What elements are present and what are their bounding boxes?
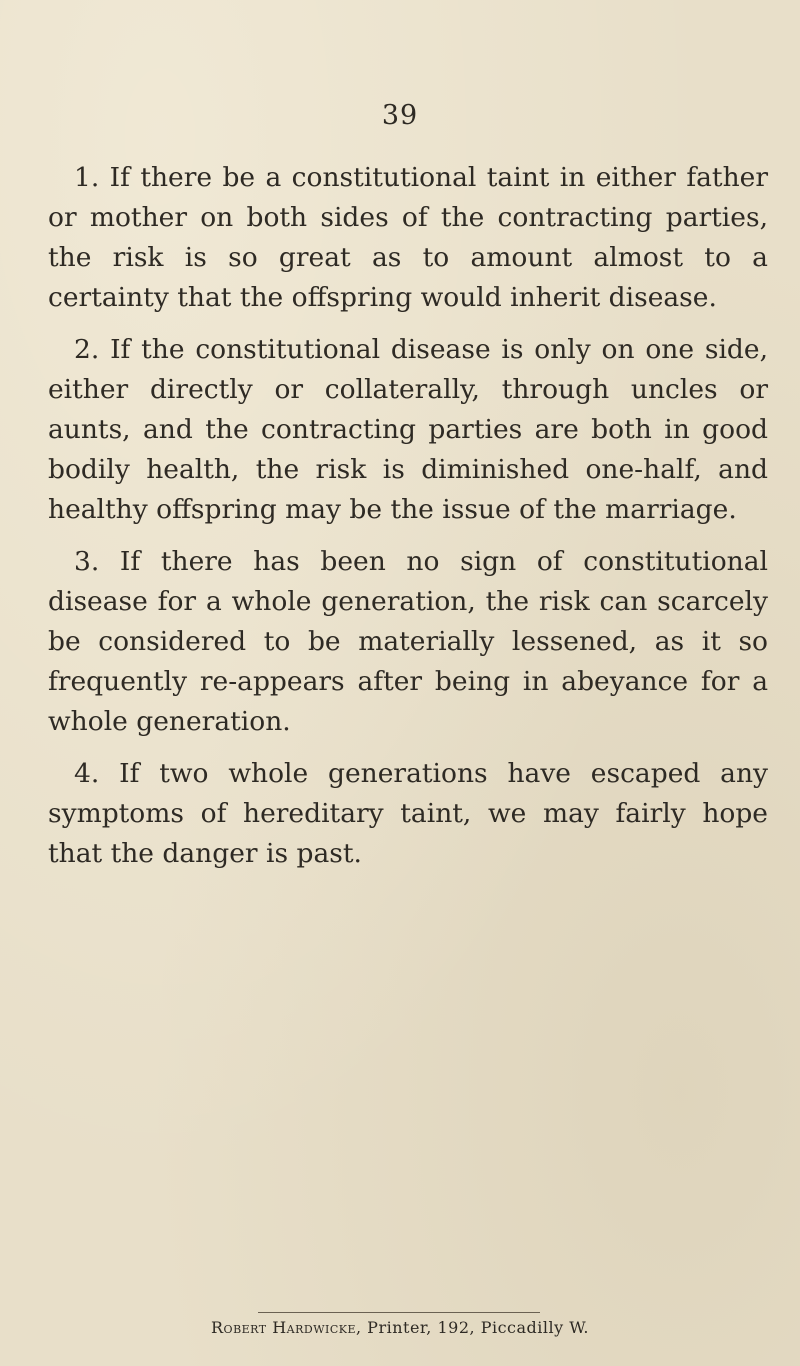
- printer-imprint: [0, 1318, 800, 1337]
- paragraph-4: 4. If two whole generations have escaped any symptoms of hereditary taint, we may fairly hope that the danger is past.: [48, 758, 768, 869]
- paragraph-3: 3. If there has been no sign of constitutional disease for a whole generation, the risk can scarcely be considered to be materially lessened, as it so frequently re-appears after being in abeyance for a whole generation.: [48, 546, 768, 737]
- printer-address: Printer, 192, Piccadilly W.: [361, 1318, 589, 1337]
- body-text: [48, 158, 768, 886]
- paragraph-2: 2. If the constitutional disease is only on one side, either directly or collaterally, through uncles or aunts, and the contracting parties are both in good bodily health, the risk is diminished one-half, and healthy offspring may be the issue of the marriage.: [48, 334, 768, 525]
- printer-name: Robert Hardwicke,: [211, 1318, 362, 1337]
- page-number: 39: [381, 100, 419, 131]
- paragraph-1: 1. If there be a constitutional taint in either father or mother on both sides of the contracting parties, the risk is so great as to amount almost to a certainty that the offspring would inherit disease.: [48, 162, 768, 313]
- imprint-rule: [258, 1312, 540, 1313]
